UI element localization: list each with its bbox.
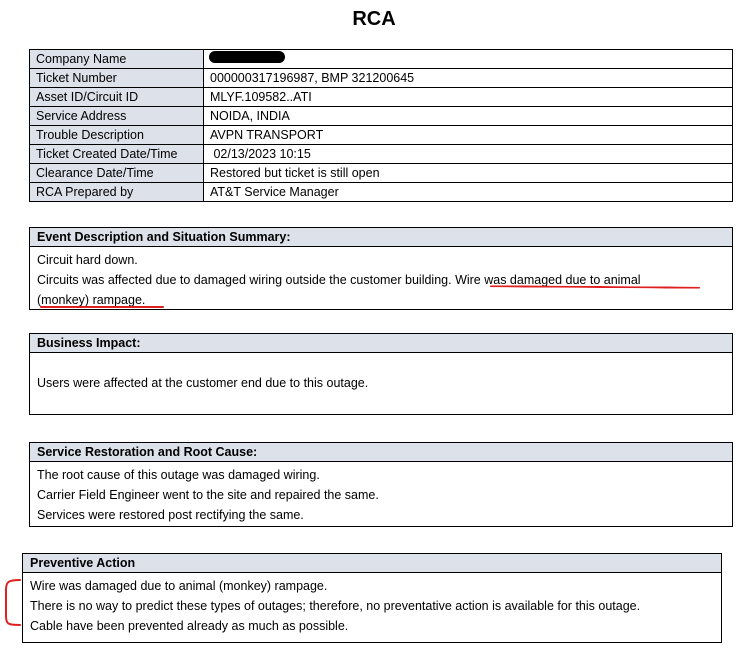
business-impact-section xyxy=(29,333,733,415)
event-line-2-highlight: Wire was damaged due to animal xyxy=(455,273,641,287)
event-line-1: Circuit hard down. xyxy=(37,253,138,267)
rca-prepared-by-label: RCA Prepared by xyxy=(30,183,204,202)
company-name-value xyxy=(204,50,733,69)
table-row xyxy=(30,183,733,202)
restoration-line-1: The root cause of this outage was damaged wiring. xyxy=(37,468,320,482)
table-row xyxy=(30,50,733,69)
table-row xyxy=(30,126,733,145)
red-annotation-underline xyxy=(40,306,164,308)
company-name-label: Company Name xyxy=(30,50,204,69)
service-address-label: Service Address xyxy=(30,107,204,126)
restoration-line-3: Services were restored post rectifying the same. xyxy=(37,508,304,522)
service-restoration-section xyxy=(29,442,733,527)
asset-id-label: Asset ID/Circuit ID xyxy=(30,88,204,107)
ticket-number-value: 000000317196987, BMP 321200645 xyxy=(204,69,733,88)
restoration-line-2: Carrier Field Engineer went to the site and repaired the same. xyxy=(37,488,379,502)
page-title: RCA xyxy=(352,8,396,30)
service-restoration-body xyxy=(30,462,732,525)
event-line-2-text: Circuits was affected due to damaged wiring outside the customer building. xyxy=(37,273,456,287)
preventive-line-1: Wire was damaged due to animal (monkey) rampage. xyxy=(30,579,328,593)
table-row xyxy=(30,107,733,126)
table-row xyxy=(30,145,733,164)
table-row xyxy=(30,164,733,183)
preventive-line-3: Cable have been prevented already as much as possible. xyxy=(30,619,349,633)
event-description-heading: Event Description and Situation Summary: xyxy=(30,228,732,247)
clearance-date-label: Clearance Date/Time xyxy=(30,164,204,183)
trouble-description-label: Trouble Description xyxy=(30,126,204,145)
preventive-line-2: There is no way to predict these types of outages; therefore, no preventative action is available for this outage. xyxy=(30,599,641,613)
preventive-action-heading: Preventive Action xyxy=(23,554,721,573)
redaction-mark xyxy=(209,51,285,63)
table-row xyxy=(30,69,733,88)
table-row xyxy=(30,88,733,107)
business-impact-body xyxy=(30,353,732,393)
event-description-body xyxy=(30,247,732,310)
business-impact-heading: Business Impact: xyxy=(30,334,732,353)
event-description-section xyxy=(29,227,733,310)
ticket-info-table xyxy=(29,49,733,202)
clearance-date-value: Restored but ticket is still open xyxy=(204,164,733,183)
ticket-created-value: 02/13/2023 10:15 xyxy=(204,145,733,164)
preventive-action-body xyxy=(23,573,721,636)
trouble-description-value: AVPN TRANSPORT xyxy=(204,126,733,145)
red-annotation-bracket xyxy=(0,578,22,628)
preventive-action-section xyxy=(22,553,722,643)
service-address-value: NOIDA, INDIA xyxy=(204,107,733,126)
impact-line-1: Users were affected at the customer end due to this outage. xyxy=(37,376,369,390)
rca-prepared-by-value: AT&T Service Manager xyxy=(204,183,733,202)
event-line-3: (monkey) rampage. xyxy=(37,293,146,307)
service-restoration-heading: Service Restoration and Root Cause: xyxy=(30,443,732,462)
ticket-number-label: Ticket Number xyxy=(30,69,204,88)
asset-id-value: MLYF.109582..ATI xyxy=(204,88,733,107)
ticket-created-label: Ticket Created Date/Time xyxy=(30,145,204,164)
